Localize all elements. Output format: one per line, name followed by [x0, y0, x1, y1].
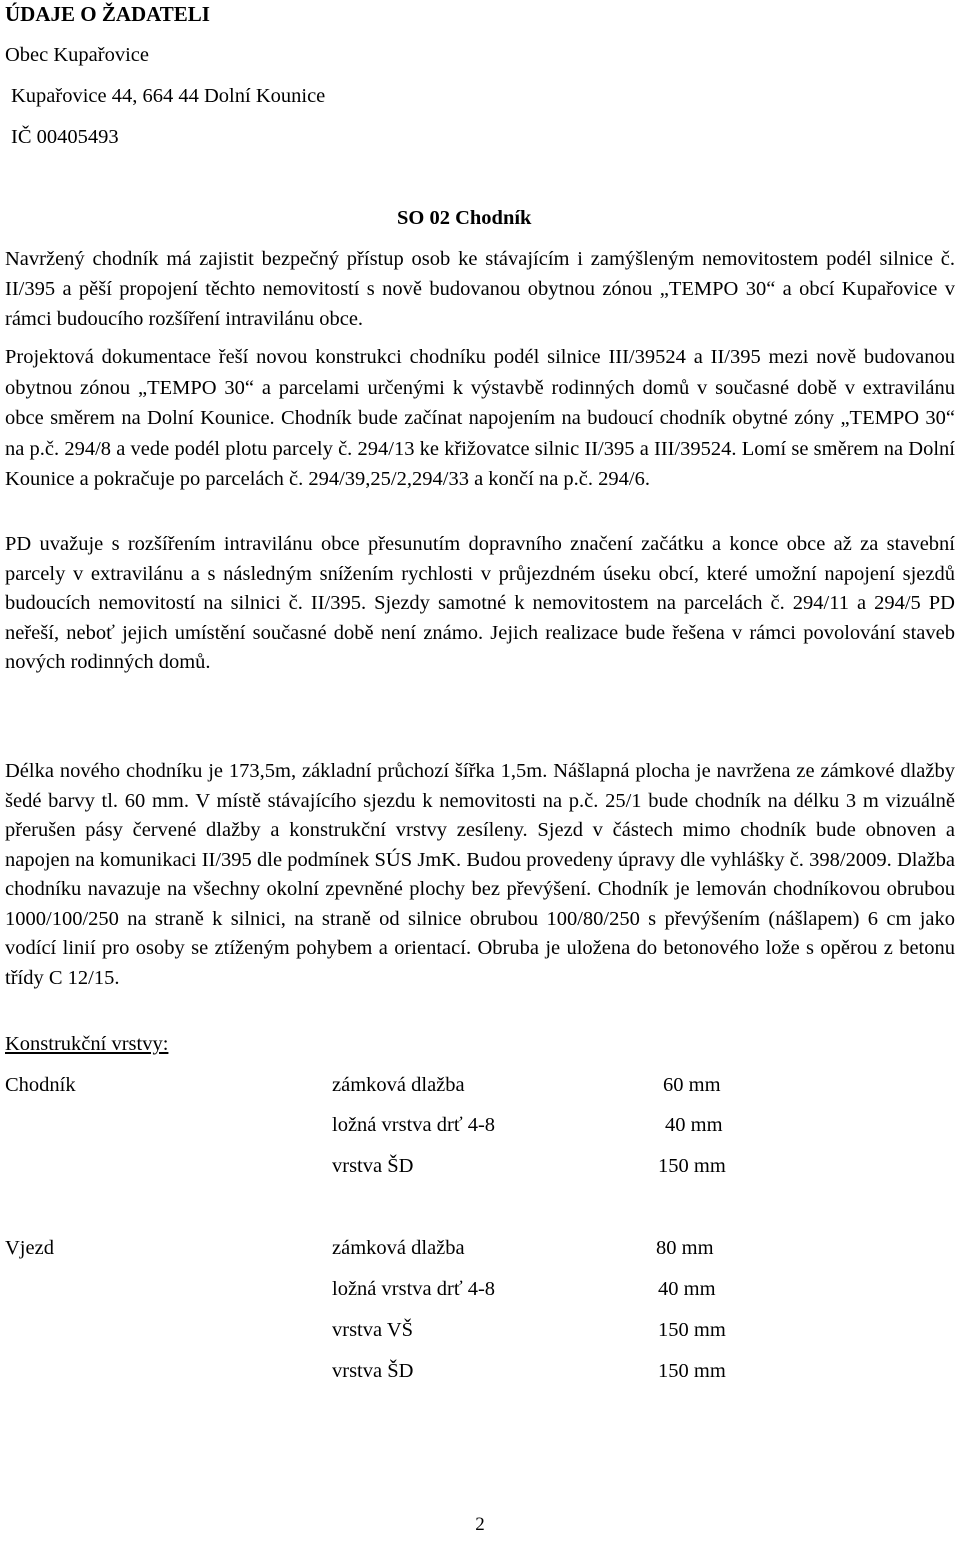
paragraph-speed: PD uvažuje s rozšířením intravilánu obce přesunutím dopravního značení začátku a konce obce až za stavební parcely v extravilánu a s následným snížením rychlosti v průjezdném úseku obcí, které umožní napojení sjezdů budoucích nemovitostí na silnici č. II/395. Sjezdy samotné k nemovitostem na parcelách č. 294/11 a 294/5 PD neřeší, neboť jejich umístění současné době není známo. Jejich realizace bude řešena v rámci povolování staveb nových rodinných domů. [5, 533, 955, 673]
layer-row [0, 1234, 960, 1264]
layer-material: vrstva VŠ [332, 1319, 414, 1341]
layer-thickness: 40 mm [665, 1114, 723, 1136]
layer-thickness: 150 mm [658, 1155, 726, 1177]
layer-material: ložná vrstva drť 4-8 [332, 1114, 496, 1136]
layer-material: zámková dlažba [332, 1237, 465, 1259]
layer-group-name: Vjezd [5, 1237, 54, 1259]
layer-row [0, 1275, 960, 1305]
section-title: SO 02 Chodník [397, 207, 532, 229]
paragraph-intro: Navržený chodník má zajistit bezpečný přístup osob ke stávajícím i zamýšleným nemovitostem podél silnice č. II/395 a pěší propojení těchto nemovitostí s nově budovanou obytnou zónou „TEMPO 30“ a obcí Kupařovice v rámci budoucího rozšíření intravilánu obce. [5, 248, 955, 330]
applicant-ico: IČ 00405493 [11, 126, 119, 148]
layer-thickness: 40 mm [658, 1278, 716, 1300]
layer-row [0, 1357, 960, 1387]
layer-row [0, 1111, 960, 1141]
layer-material: vrstva ŠD [332, 1155, 414, 1177]
page-number: 2 [475, 1514, 485, 1535]
layer-group-name: Chodník [5, 1074, 76, 1096]
paragraph-details: Délka nového chodníku je 173,5m, základní průchozí šířka 1,5m. Nášlapná plocha je navržena ze zámkové dlažby šedé barvy tl. 60 mm. V místě stávajícího sjezdu k nemovitosti na p.č. 25/1 bude chodník na délku 3 m vizuálně přerušen pásy červené dlažby a konstrukční vrstvy zesíleny. Sjezd v částech mimo chodník bude obnoven a napojen na komunikaci II/395 dle podmínek SÚS JmK. Budou provedeny úpravy dle vyhlášky č. 398/2009. Dlažba chodníku navazuje na všechny okolní zpevněné plochy bez převýšení. Chodník je lemován chodníkovou obrubou 1000/100/250 na straně k silnici, na straně od silnice obrubou 100/80/250 s převýšením (nášlapem) 6 cm jako vodící linií pro osoby se ztíženým pohybem a orientací. Obruba je uložena do betonového lože s opěrou z betonu třídy C 12/15. [5, 760, 955, 989]
layer-material: vrstva ŠD [332, 1360, 414, 1382]
layer-row [0, 1071, 960, 1101]
layer-thickness: 150 mm [658, 1319, 726, 1341]
layer-row [0, 1316, 960, 1346]
layer-material: ložná vrstva drť 4-8 [332, 1278, 496, 1300]
layer-thickness: 80 mm [656, 1237, 714, 1259]
applicant-address: Kupařovice 44, 664 44 Dolní Kounice [11, 85, 326, 107]
layer-thickness: 150 mm [658, 1360, 726, 1382]
layer-row [0, 1152, 960, 1182]
applicant-heading: ÚDAJE O ŽADATELI [5, 2, 210, 26]
layer-thickness: 60 mm [663, 1074, 721, 1096]
layers-heading: Konstrukční vrstvy: [5, 1033, 169, 1055]
layer-material: zámková dlažba [332, 1074, 465, 1096]
applicant-name: Obec Kupařovice [5, 44, 150, 66]
paragraph-design: Projektová dokumentace řeší novou konstrukci chodníku podél silnice III/39524 a II/395 mezi nově budovanou obytnou zónou „TEMPO 30“ a parcelami určenými k výstavbě rodinných domů v současné době v extravilánu obce směrem na Dolní Kounice. Chodník bude začínat napojením na budoucí chodník obytné zóny „TEMPO 30“ na p.č. 294/8 a vede podél plotu parcely č. 294/13 ke křižovatce silnic II/395 a III/39524. Lomí se směrem na Dolní Kounice a pokračuje po parcelách č. 294/39,25/2,294/33 a končí na p.č. 294/6. [5, 346, 955, 490]
